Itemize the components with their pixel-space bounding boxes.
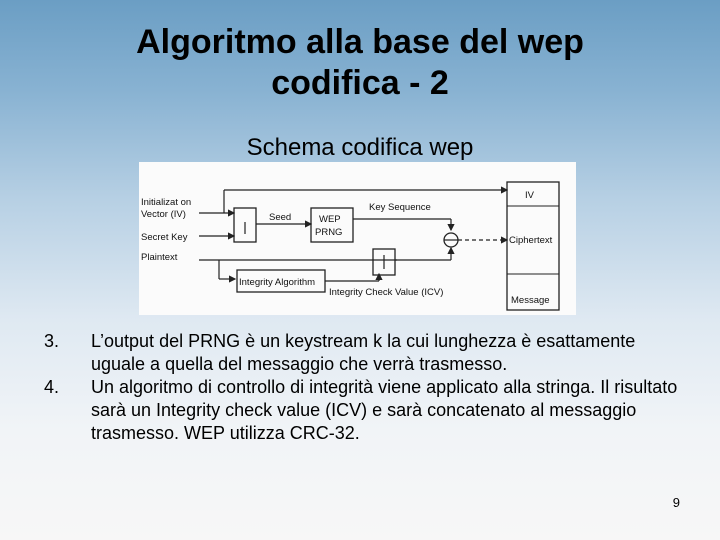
prng-label-line-1: WEP <box>319 214 341 225</box>
list-item-text: Un algoritmo di controllo di integrità viene applicato alla stringa. Il risultato sarà un Integrity check value (ICV) e sarà concatenato al messaggio trasmesso. WEP utilizza CRC-32. <box>91 377 678 443</box>
message-label: Message <box>511 295 550 306</box>
secret-key-label: Secret Key <box>141 232 188 243</box>
ciphertext-label: Ciphertext <box>509 235 553 246</box>
iv-input-label-line-1: Initializat on <box>141 197 192 208</box>
slide-subtitle: Schema codifica wep <box>246 134 474 161</box>
slide-title <box>60 22 660 104</box>
wep-encryption-diagram <box>139 162 576 315</box>
prng-label-line-2: PRNG <box>315 227 343 238</box>
slide-title-line-2: codifica - 2 <box>271 64 449 102</box>
list-item-number: 4. <box>44 377 60 397</box>
plaintext-label: Plaintext <box>141 252 178 263</box>
list-item-text: L’output del PRNG è un keystream k la cui lunghezza è esattamente uguale a quella del messaggio che verrà trasmesso. <box>91 331 636 374</box>
list-item <box>44 330 684 376</box>
numbered-list <box>44 330 684 445</box>
seed-label: Seed <box>269 212 292 223</box>
slide-title-line-1: Algoritmo alla base del wep <box>136 23 584 61</box>
iv-input-label-line-2: Vector (IV) <box>141 209 186 220</box>
message-box <box>507 182 559 310</box>
list-item-number: 3. <box>44 331 60 351</box>
iv-output-label: IV <box>525 190 534 201</box>
key-sequence-label: Key Sequence <box>369 202 431 213</box>
integrity-algorithm-label: Integrity Algorithm <box>239 277 316 288</box>
icv-label: Integrity Check Value (ICV) <box>329 287 444 298</box>
list-item <box>44 376 684 445</box>
page-number: 9 <box>672 495 680 510</box>
